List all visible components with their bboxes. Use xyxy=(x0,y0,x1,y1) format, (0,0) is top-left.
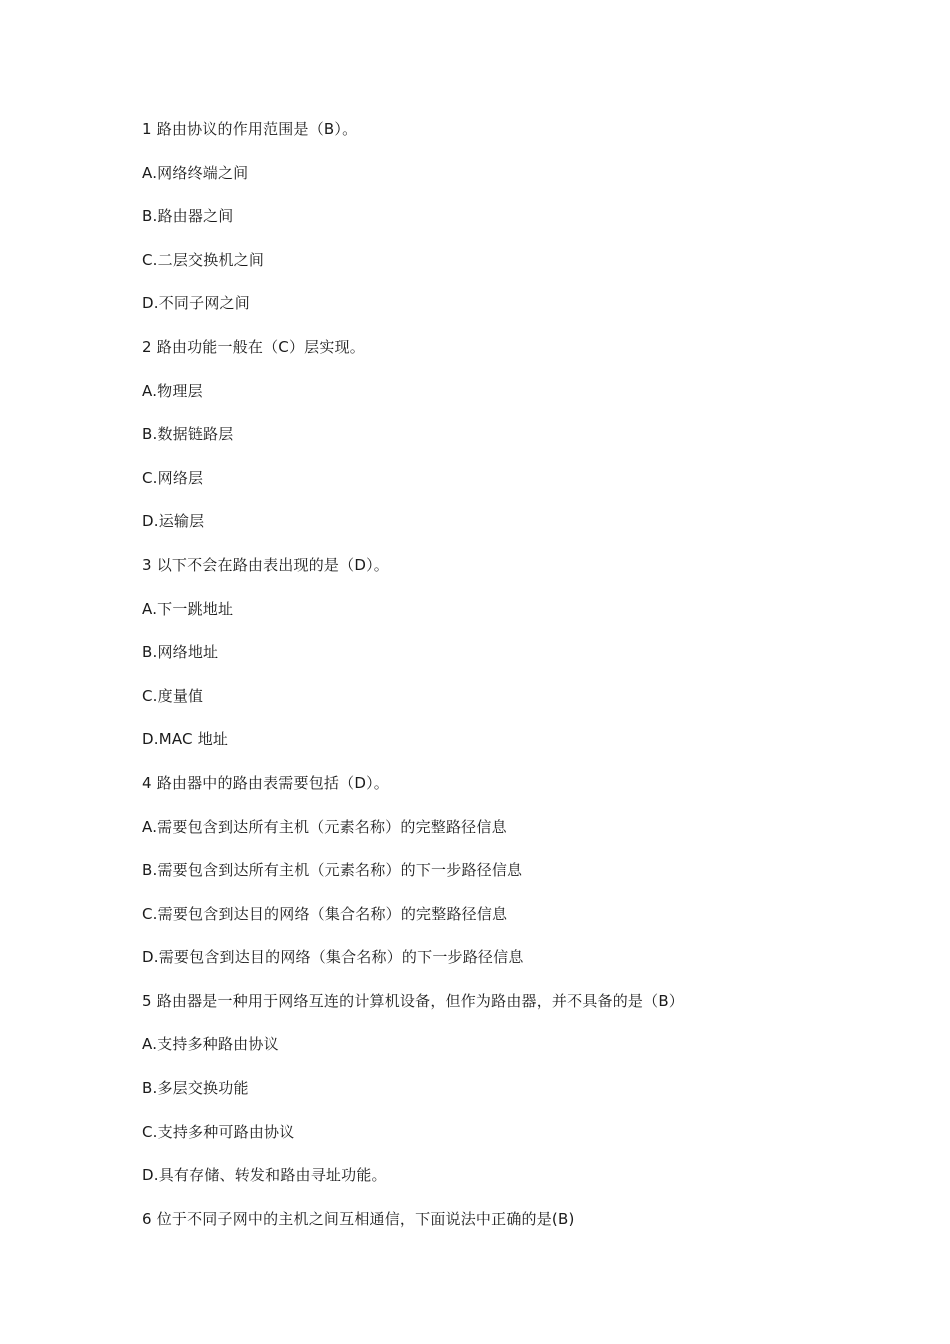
question-3: 3 以下不会在路由表出现的是（D）。 xyxy=(142,555,389,574)
question-5-option-d: D.具有存储、转发和路由寻址功能。 xyxy=(142,1166,387,1185)
question-5-option-c: C.支持多种可路由协议 xyxy=(142,1122,295,1141)
question-4-option-c: C.需要包含到达目的网络（集合名称）的完整路径信息 xyxy=(142,904,508,923)
question-2-option-a: A.物理层 xyxy=(142,381,203,400)
question-6: 6 位于不同子网中的主机之间互相通信，下面说法中正确的是(B) xyxy=(142,1209,575,1228)
question-3-option-d: D.MAC 地址 xyxy=(142,730,229,749)
question-1-option-c: C.二层交换机之间 xyxy=(142,250,265,269)
question-2-option-b: B.数据链路层 xyxy=(142,425,234,444)
question-1-option-a: A.网络终端之间 xyxy=(142,163,249,182)
question-4-option-d: D.需要包含到达目的网络（集合名称）的下一步路径信息 xyxy=(142,948,524,967)
question-3-option-c: C.度量值 xyxy=(142,686,204,705)
question-3-option-b: B.网络地址 xyxy=(142,643,219,662)
question-1-option-b: B.路由器之间 xyxy=(142,207,234,226)
question-5: 5 路由器是一种用于网络互连的计算机设备，但作为路由器，并不具备的是（B） xyxy=(142,991,685,1010)
question-5-option-b: B.多层交换功能 xyxy=(142,1079,249,1098)
question-4-option-b: B.需要包含到达所有主机（元素名称）的下一步路径信息 xyxy=(142,861,523,880)
question-4: 4 路由器中的路由表需要包括（D）。 xyxy=(142,773,389,792)
question-2-option-d: D.运输层 xyxy=(142,512,205,531)
question-4-option-a: A.需要包含到达所有主机（元素名称）的完整路径信息 xyxy=(142,817,507,836)
document-body xyxy=(142,117,842,1250)
question-2: 2 路由功能一般在（C）层实现。 xyxy=(142,337,365,356)
question-1: 1 路由协议的作用范围是（B）。 xyxy=(142,120,358,138)
question-3-option-a: A.下一跳地址 xyxy=(142,599,234,618)
question-5-option-a: A.支持多种路由协议 xyxy=(142,1035,279,1054)
question-2-option-c: C.网络层 xyxy=(142,468,204,487)
question-1-option-d: D.不同子网之间 xyxy=(142,294,250,313)
